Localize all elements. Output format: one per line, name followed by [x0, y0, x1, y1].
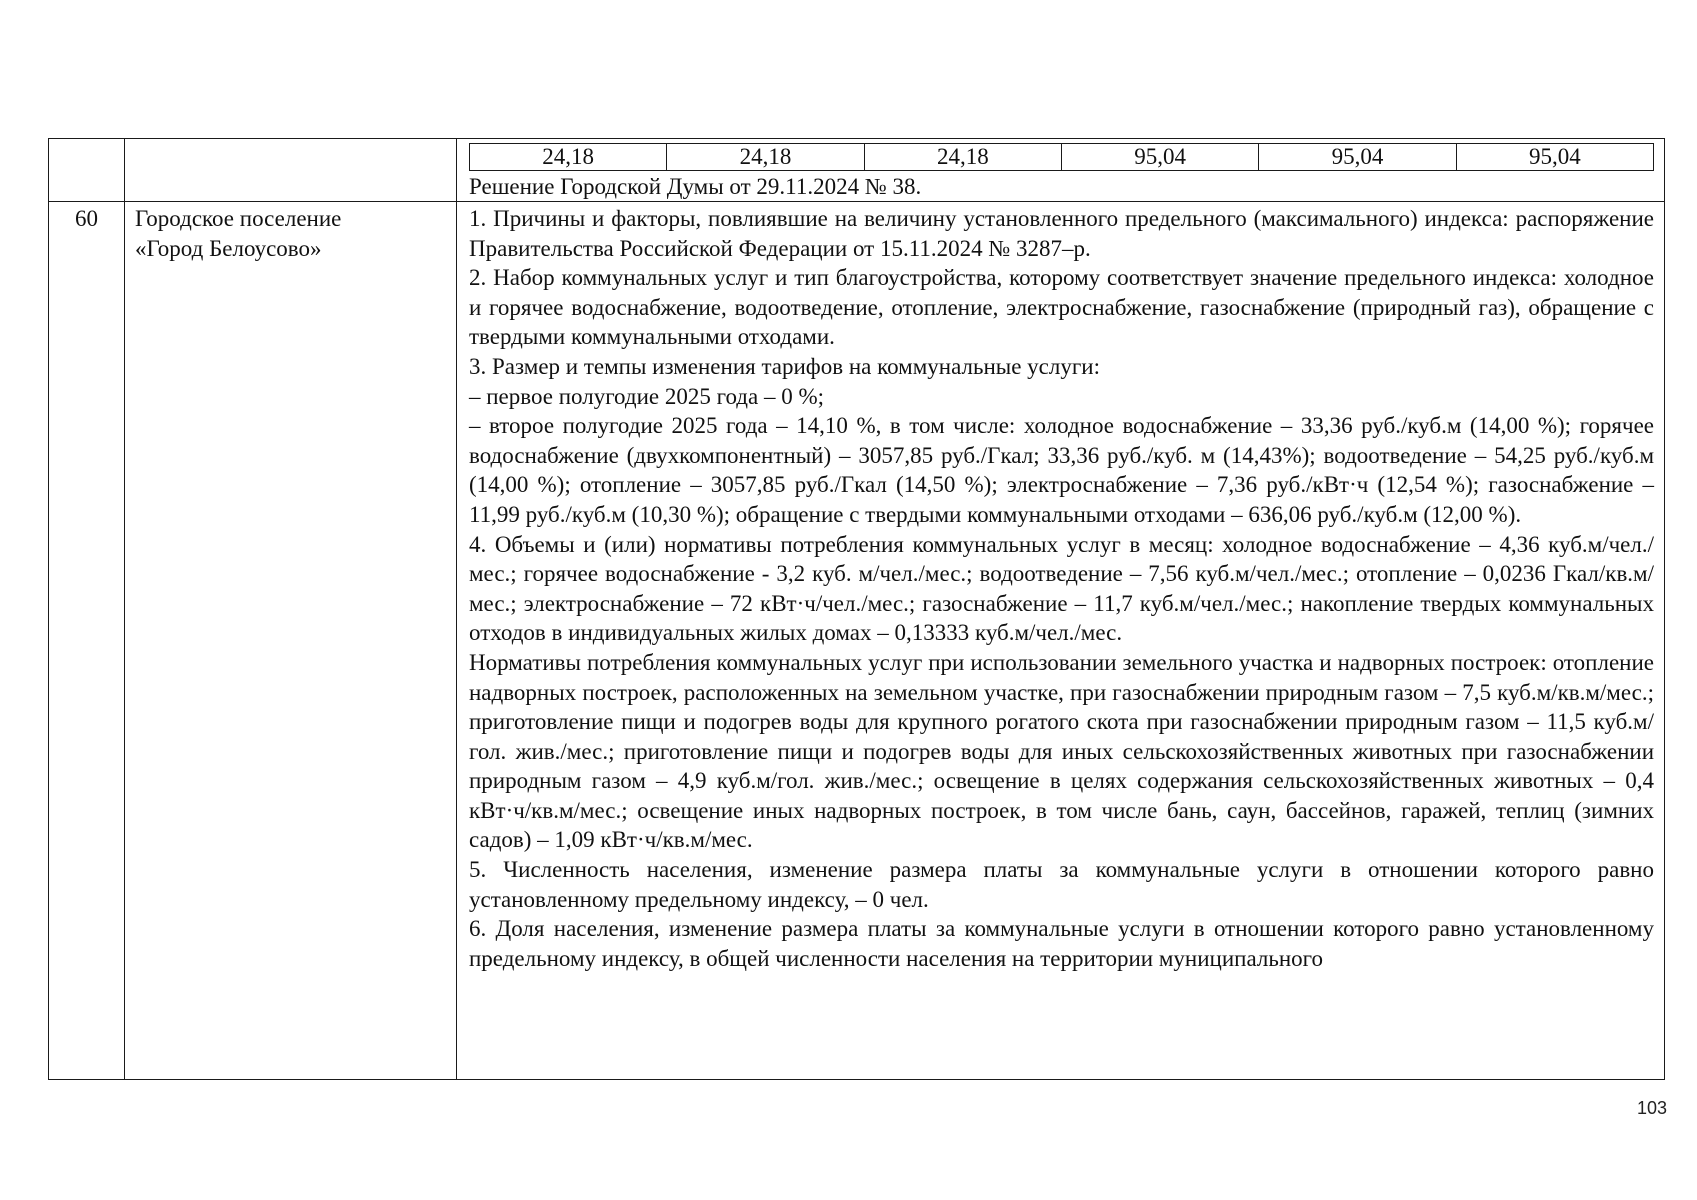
paragraph: – первое полугодие 2025 года – 0 %; [469, 383, 825, 409]
paragraph: 4. Объемы и (или) нормативы потребления коммунальных услуг в месяц: холодное водоснабжение – 4,36 куб.м/чел./мес.; горячее водоснабжение - 3,2 куб. м/чел./мес.; водоотведение – 7,56 куб.м/чел./мес.; отопление – 0,0236 Гкал/кв.м/мес.; электроснабжение – 72 кВт·ч/чел./мес.; газоснабжение – 11,7 куб.м/чел./мес.; накопление твердых коммунальных отходов в индивидуальных жилых домах – 0,13333 куб.м/чел./мес. [469, 531, 1654, 646]
index-value: 24,18 [667, 144, 864, 171]
paragraph: 6. Доля населения, изменение размера платы за коммунальные услуги в отношении которого равно установленному предельному индексу, в общей численности населения на территории муниципального [469, 916, 1654, 971]
values-cell [457, 139, 1665, 202]
paragraph: 5. Численность населения, изменение размера платы за коммунальные услуги в отношении которого равно установленному предельному индексу, – 0 чел. [469, 857, 1654, 912]
paragraph: Нормативы потребления коммунальных услуг при использовании земельного участка и надворных построек: отопление надворных построек, расположенных на земельном участке, при газоснабжении природным газом – 7,5 куб.м/кв.м/мес.; приготовление пищи и подогрев воды для крупного рогатого скота при газоснабжении природным газом – 11,5 куб.м/гол. жив./мес.; приготовление пищи и подогрев воды для иных сельскохозяйственных животных при газоснабжении природным газом – 4,9 куб.м/гол. жив./мес.; освещение в целях содержания сельскохозяйственных животных – 0,4 кВт·ч/кв.м/мес.; освещение иных надворных построек, в том числе бань, саун, бассейнов, гаражей, теплиц (зимних садов) – 1,09 кВт·ч/кв.м/мес. [469, 649, 1654, 853]
index-value: 95,04 [1061, 144, 1258, 171]
description-cell [457, 202, 1665, 1080]
paragraph: 2. Набор коммунальных услуг и тип благоустройства, которому соответствует значение предельного индекса: холодное и горячее водоснабжение, водоотведение, отопление, электроснабжение, газоснабжение (природный газ), обращение с твердыми коммунальными отходами. [469, 265, 1654, 350]
name-cell-empty [125, 139, 457, 202]
table-row [49, 202, 1665, 1080]
index-value: 24,18 [864, 144, 1061, 171]
paragraph: 1. Причины и факторы, повлиявшие на величину установленного предельного (максимального) индекса: распоряжение Правительства Российской Федерации от 15.11.2024 № 3287–р. [469, 206, 1654, 261]
municipality-name [125, 202, 457, 1080]
index-values-row [470, 144, 1654, 171]
number-cell-empty [49, 139, 125, 202]
paragraph: 3. Размер и темпы изменения тарифов на коммунальные услуги: [469, 353, 1100, 379]
index-value: 24,18 [470, 144, 667, 171]
municipality-name-line: Городское поселение [135, 206, 342, 231]
tariff-table [48, 138, 1665, 1080]
index-values-table [469, 143, 1654, 171]
index-value: 95,04 [1259, 144, 1456, 171]
paragraph: – второе полугодие 2025 года – 14,10 %, в том числе: холодное водоснабжение – 33,36 руб./куб.м (14,00 %); горячее водоснабжение (двухкомпонентный) – 3057,85 руб./Гкал; 33,36 руб./куб. м (14,43%); водоотведение – 54,25 руб./куб.м (14,00 %); отопление – 3057,85 руб./Гкал (14,50 %); электроснабжение – 7,36 руб./кВт·ч (12,54 %); газоснабжение – 11,99 руб./куб.м (10,30 %); обращение с твердыми коммунальными отходами – 636,06 руб./куб.м (12,00 %). [469, 413, 1654, 527]
row-number: 60 [49, 202, 125, 1080]
index-value: 95,04 [1456, 144, 1653, 171]
decision-reference: Решение Городской Думы от 29.11.2024 № 38. [469, 174, 922, 199]
table-row [49, 139, 1665, 202]
page-number: 103 [1636, 1098, 1667, 1118]
municipality-name-line: «Город Белоусово» [135, 236, 322, 261]
